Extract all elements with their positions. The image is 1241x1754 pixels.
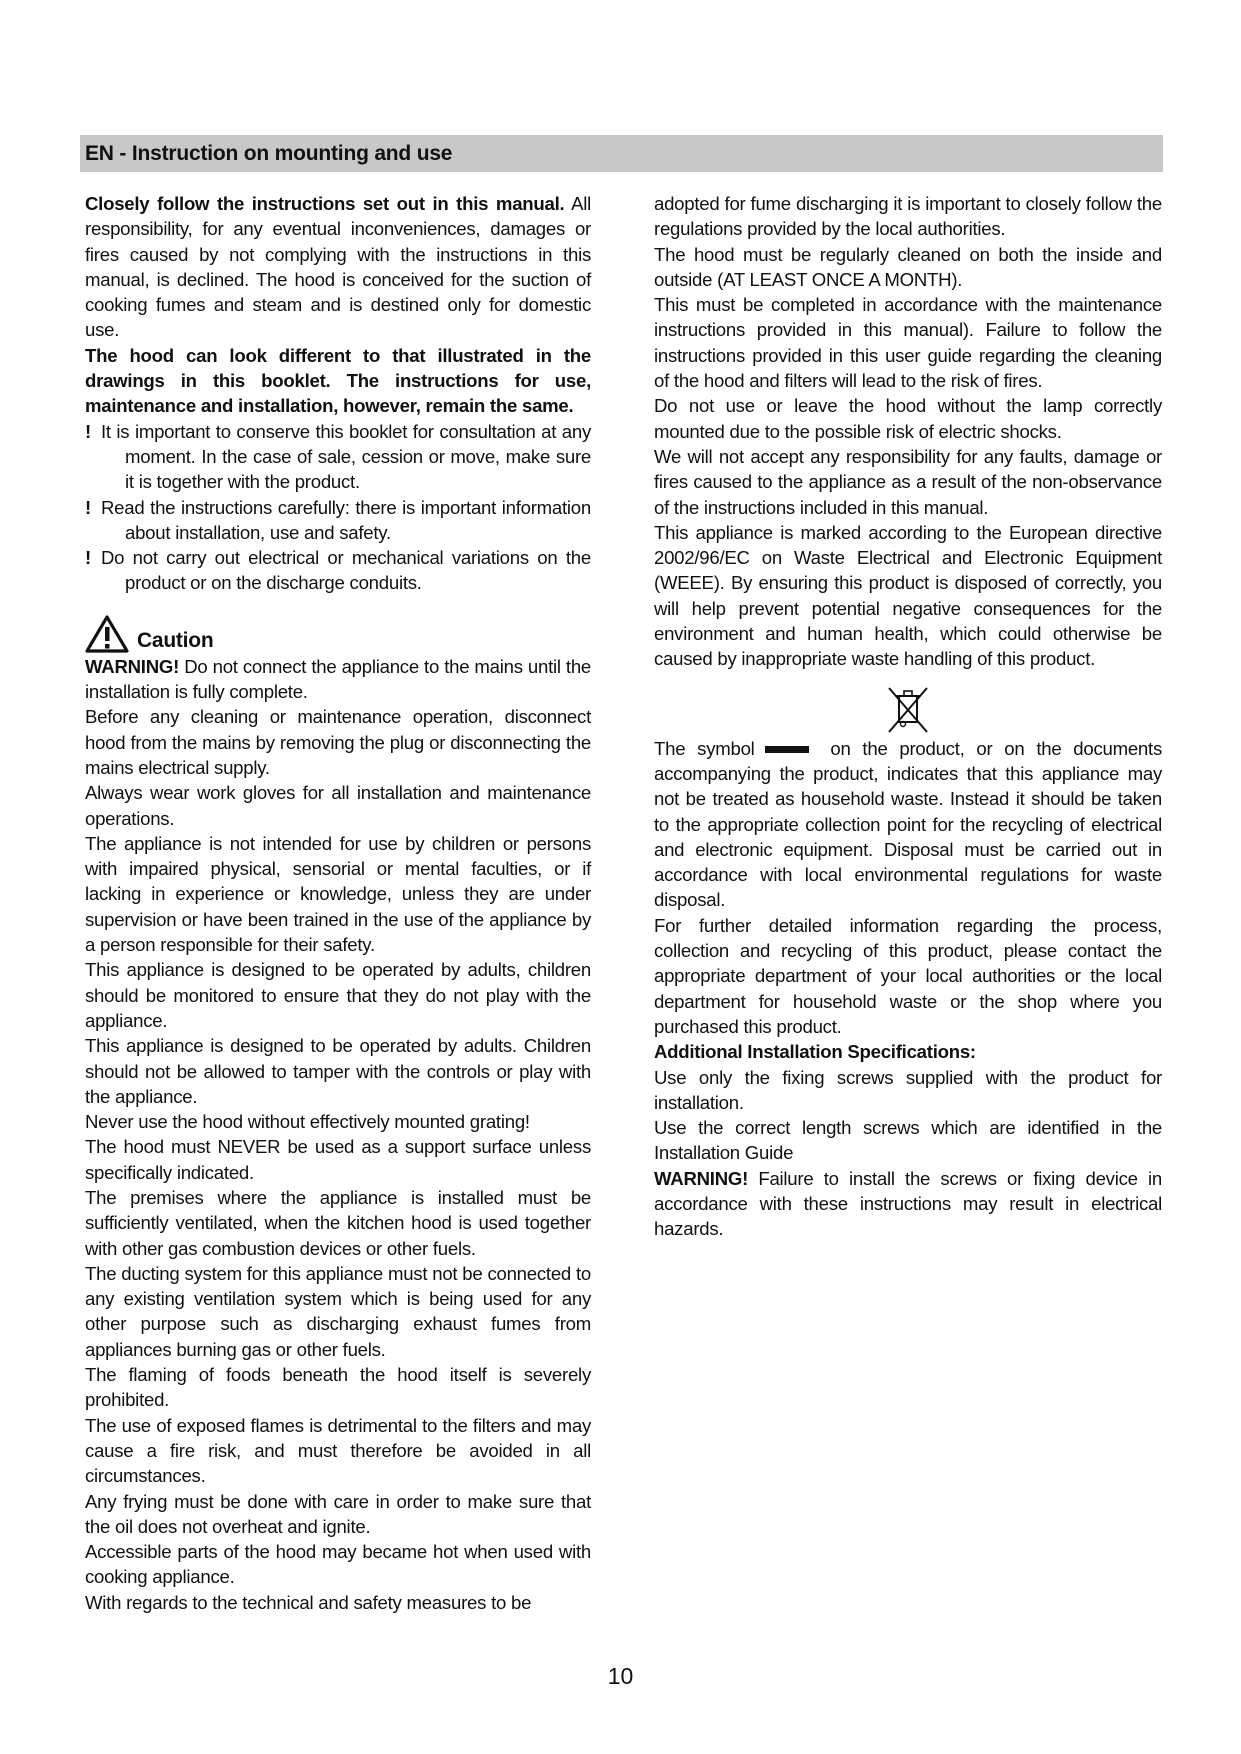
- caution-title: Caution: [137, 628, 214, 652]
- body-paragraph: This appliance is marked according to the European directive 2002/96/EC on Waste Electrical and Electronic Equipment (WEEE). By ensuring this product is disposed of correctly, you will help prevent potential negative consequences for the environment and human health, which could otherwise be caused by inappropriate waste handling of this product.: [654, 521, 1162, 670]
- body-paragraph: The ducting system for this appliance must not be connected to any existing ventilation system which is being used for any other purpose such as discharging exhaust fumes from appliances burning gas or other fuels.: [85, 1262, 591, 1360]
- body-paragraph: Never use the hood without effectively mounted grating!: [85, 1111, 530, 1133]
- bullet-mark: !: [85, 420, 91, 442]
- symbol-paragraph: The symbol on the product, or on the documents accompanying the product, indicates that this appliance may not be treated as household waste. Instead it should be taken to the appropriate collection point for the recycling of electrical and electronic equipment. Disposal must be carried out in accordance with local environmental regulations for waste disposal.: [654, 737, 1162, 911]
- body-paragraph: adopted for fume discharging it is important to closely follow the regulations provided by the local authorities.: [654, 193, 1162, 240]
- body-paragraph: Always wear work gloves for all installation and maintenance operations.: [85, 782, 591, 829]
- body-paragraph: Accessible parts of the hood may became hot when used with cooking appliance.: [85, 1541, 591, 1588]
- bullet-mark: !: [85, 496, 91, 518]
- bullet-item: ! Read the instructions carefully: there is important information about installation, use and safety.: [85, 496, 591, 543]
- notice-bold: The hood can look different to that illustrated in the drawings in this booklet. The instructions for use, maintenance and installation, however, remain the same.: [85, 344, 591, 417]
- bullet-item: ! It is important to conserve this booklet for consultation at any moment. In the case of sale, cession or move, make sure it is together with the product.: [85, 420, 591, 493]
- section-title: EN - Instruction on mounting and use: [85, 142, 453, 165]
- intro-text: All responsibility, for any eventual inconveniences, damages or fires caused by not complying with the instructions in this manual, is declined. The hood is conceived for the suction of cooking fumes and steam and is destined only for domestic use.: [85, 193, 592, 341]
- additional-specs-heading: Additional Installation Specifications:: [654, 1041, 976, 1063]
- page-number: 10: [607, 1663, 634, 1689]
- bullet-mark: !: [85, 547, 91, 569]
- crossed-bin-icon: [885, 684, 931, 736]
- warning-triangle-icon: [85, 614, 129, 654]
- body-paragraph: Use the correct length screws which are identified in the Installation Guide: [654, 1117, 1162, 1164]
- body-paragraph: We will not accept any responsibility for any faults, damage or fires caused to the appliance as a result of the non-observance of the instructions included in this manual.: [654, 445, 1162, 518]
- body-paragraph: Use only the fixing screws supplied with the product for installation.: [654, 1066, 1162, 1113]
- body-paragraph: This must be completed in accordance with the maintenance instructions provided in this manual). Failure to follow the instructions provided in this user guide regarding the cleaning of the hood and filters will lead to the risk of fires.: [654, 294, 1162, 392]
- body-paragraph: The hood must NEVER be used as a support surface unless specifically indicated.: [85, 1136, 591, 1183]
- body-paragraph: With regards to the technical and safety measures to be: [85, 1591, 532, 1613]
- warning-paragraph: WARNING! Failure to install the screws or fixing device in accordance with these instructions may result in electrical hazards.: [654, 1167, 1162, 1240]
- left-column: [85, 191, 591, 1615]
- body-paragraph: The premises where the appliance is installed must be sufficiently ventilated, when the kitchen hood is used together with other gas combustion devices or other fuels.: [85, 1186, 591, 1259]
- intro-bold: Closely follow the instructions set out in this manual.: [85, 193, 565, 214]
- warning-paragraph: WARNING! Do not connect the appliance to the mains until the installation is fully complete.: [85, 655, 591, 703]
- body-paragraph: The use of exposed flames is detrimental to the filters and may cause a fire risk, and must therefore be avoided in all circumstances.: [85, 1414, 591, 1487]
- body-paragraph: The hood must be regularly cleaned on both the inside and outside (AT LEAST ONCE A MONTH).: [654, 243, 1162, 290]
- weee-bar-icon: [765, 746, 809, 753]
- body-paragraph: For further detailed information regarding the process, collection and recycling of this product, please contact the appropriate department of your local authorities or the local department for household waste or the shop where you purchased this product.: [654, 914, 1162, 1037]
- right-column: [654, 191, 1162, 1242]
- body-paragraph: Before any cleaning or maintenance operation, disconnect hood from the mains by removing the plug or disconnecting the mains electrical supply.: [85, 706, 591, 778]
- body-paragraph: This appliance is designed to be operated by adults, children should be monitored to ensure that they do not play with the appliance.: [85, 959, 591, 1031]
- body-paragraph: The appliance is not intended for use by children or persons with impaired physical, sensorial or mental faculties, or if lacking in experience or knowledge, unless they are under supervision or have been trained in the use of the appliance by a person responsible for their safety.: [85, 832, 591, 956]
- bullet-item: ! Do not carry out electrical or mechanical variations on the product or on the discharge conduits.: [85, 547, 591, 594]
- warning-label: WARNING!: [654, 1167, 749, 1189]
- intro-paragraph: [85, 191, 591, 343]
- body-paragraph: Any frying must be done with care in order to make sure that the oil does not overheat and ignite.: [85, 1490, 591, 1537]
- caution-heading: [85, 610, 591, 654]
- body-paragraph: This appliance is designed to be operated by adults. Children should not be allowed to tamper with the controls or play with the appliance.: [85, 1035, 591, 1107]
- body-paragraph: Do not use or leave the hood without the lamp correctly mounted due to the possible risk of electric shocks.: [654, 395, 1162, 442]
- warning-label: WARNING!: [85, 655, 180, 677]
- body-paragraph: The flaming of foods beneath the hood itself is severely prohibited.: [85, 1364, 591, 1411]
- weee-symbol: [654, 684, 1162, 736]
